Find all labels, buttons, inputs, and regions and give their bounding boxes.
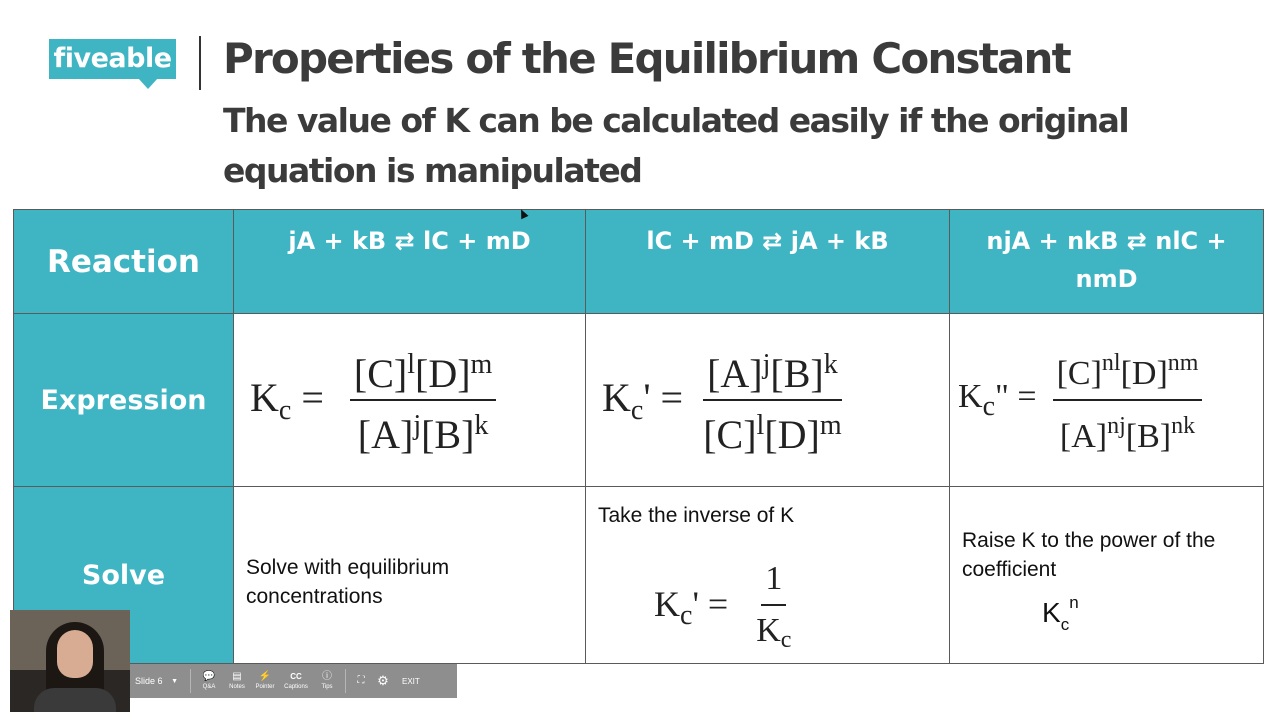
captions-label: Captions	[284, 684, 308, 690]
kc-double-prime-expression	[950, 340, 1263, 460]
presenter-face	[57, 630, 93, 678]
kc-lhs: $K_c$ =	[250, 374, 324, 426]
notes-icon: ▤	[232, 671, 242, 682]
kc-fraction	[350, 342, 496, 458]
control-divider	[345, 669, 346, 693]
slide-selector[interactable]	[130, 676, 186, 686]
reaction-reversed: lC + mD ⇄ jA + kB	[586, 210, 950, 314]
presenter-webcam	[10, 610, 130, 712]
control-divider	[190, 669, 191, 693]
kc-numerator: $[C]^l[D]^m$	[350, 342, 496, 401]
kc-denominator: $[A]^j[B]^k$	[357, 410, 489, 457]
notes-button[interactable]	[223, 671, 251, 691]
info-icon: ⓘ	[322, 671, 332, 682]
chevron-down-icon: ▼	[171, 677, 178, 685]
expression-cell-multiplied	[950, 314, 1264, 487]
solve-text-original: Solve with equilibrium concentrations	[246, 556, 450, 608]
equilibrium-table	[13, 209, 1264, 664]
pointer-button[interactable]	[251, 671, 279, 691]
inverse-k-lhs: $K_c'$ =	[654, 583, 729, 631]
pointer-icon: ⚡	[258, 671, 272, 682]
table-row-expression	[14, 314, 1264, 487]
settings-button[interactable]	[372, 675, 394, 687]
k-power-n: $K_c^n$	[1042, 592, 1079, 634]
qa-button[interactable]	[195, 671, 223, 691]
presentation-control-bar	[130, 664, 457, 698]
kc-prime-numerator: $[A]^j[B]^k$	[703, 342, 842, 401]
captions-button[interactable]	[279, 671, 313, 691]
notes-label: Notes	[229, 684, 245, 690]
exit-button[interactable]: EXIT	[402, 676, 420, 686]
logo-speech-tail	[138, 78, 158, 89]
inverse-k-fraction	[756, 556, 791, 663]
solve-text-reversed: Take the inverse of K	[598, 504, 795, 527]
reaction-original: jA + kB ⇄ lC + mD	[234, 210, 586, 314]
row-label-solve: Solve	[14, 487, 234, 664]
fiveable-logo: fiveable	[49, 39, 176, 79]
chat-bubble-icon: 💬	[202, 671, 216, 682]
pointer-label: Pointer	[255, 684, 275, 690]
tips-label: Tips	[321, 684, 333, 690]
solve-cell-multiplied	[950, 487, 1264, 664]
slide-subtitle: The value of K can be calculated easily if the original equation is manipulated	[223, 101, 1129, 190]
expression-cell-original	[234, 314, 586, 487]
row-label-reaction: Reaction	[14, 210, 234, 314]
reaction-multiplied: njA + nkB ⇄ nlC + nmD	[950, 210, 1264, 314]
table-row-solve	[14, 487, 1264, 664]
kc-double-prime-denominator: $[A]^{nj}[B]^{nk}$	[1059, 413, 1196, 455]
fullscreen-button[interactable]	[350, 675, 372, 687]
solve-text-multiplied: Raise K to the power of the coefficient	[962, 528, 1216, 581]
row-label-expression: Expression	[14, 314, 234, 487]
expression-cell-reversed	[586, 314, 950, 487]
solve-cell-reversed	[586, 487, 950, 664]
table-row-reaction	[14, 210, 1264, 314]
gear-icon: ⚙	[377, 673, 389, 688]
kc-double-prime-fraction	[1053, 340, 1203, 460]
tips-button[interactable]	[313, 671, 341, 691]
kc-double-prime-lhs: $K_c$" =	[958, 377, 1037, 422]
slide-title: Properties of the Equilibrium Constant	[223, 34, 1070, 83]
kc-prime-lhs: $K_c'$ =	[602, 374, 684, 426]
fullscreen-icon: ⛶	[357, 675, 365, 686]
inverse-k-denominator: $K_c$	[756, 612, 792, 653]
inverse-k-equation	[654, 556, 937, 663]
kc-prime-expression	[586, 342, 949, 458]
kc-prime-denominator: $[C]^l[D]^m$	[703, 410, 842, 457]
kc-prime-fraction	[703, 342, 842, 458]
kc-expression	[234, 342, 585, 458]
presenter-shirt	[34, 688, 116, 712]
qa-label: Q&A	[202, 684, 216, 690]
captions-icon: CC	[290, 672, 302, 681]
slide-selector-label: Slide 6	[135, 676, 163, 686]
solve-cell-original	[234, 487, 586, 664]
kc-double-prime-numerator: $[C]^{nl}[D]^{nm}$	[1053, 340, 1203, 401]
inverse-k-numerator: 1	[761, 556, 786, 606]
logo-divider	[199, 36, 201, 90]
